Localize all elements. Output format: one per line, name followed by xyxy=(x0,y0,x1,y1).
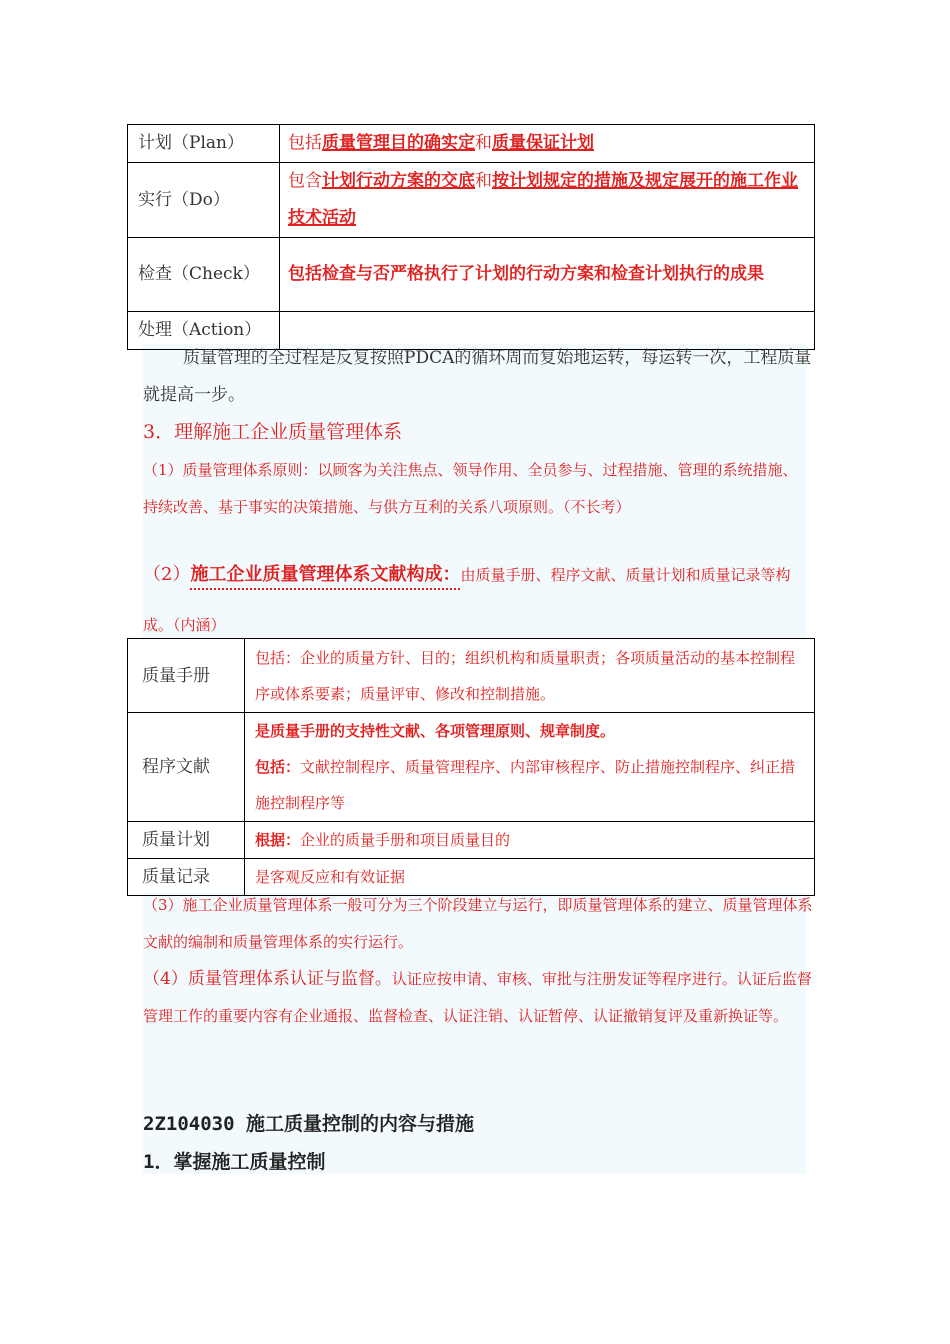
certification-heading: （4）质量管理体系认证与监督。 xyxy=(143,969,392,989)
table-row xyxy=(128,639,815,713)
table-row xyxy=(128,822,815,859)
pdca-text-part: 包括检查与否严格执行了计划的行动方案和检查计划执行的成果 xyxy=(288,264,764,284)
doc-label: 程序文献 xyxy=(128,713,245,822)
doc-structure-text xyxy=(143,550,809,650)
doc-label: 质量记录 xyxy=(128,859,245,896)
doc-content: 包括：企业的质量方针、目的；组织机构和质量职责；各项质量活动的基本控制程序或体系要素；质量评审、修改和控制措施。 xyxy=(245,639,815,713)
certification-body: 认证应按申请、审核、审批与注册发证等程序进行。认证后监督管理工作的重要内容有企业通报、监督检查、认证注销、认证暂停、认证撤销复评及重新换证等。 xyxy=(143,970,812,1025)
table-row xyxy=(128,163,815,238)
proc-line-2 xyxy=(255,749,804,821)
stages-text: （3）施工企业质量管理体系一般可分为三个阶段建立与运行，即质量管理体系的建立、质量管理体系文献的编制和质量管理体系的实行运行。 xyxy=(143,896,813,951)
pdca-table xyxy=(127,124,815,350)
doc-content xyxy=(245,713,815,822)
pdca-text-part: 按计划规定的措施及规定展开的施工作业技术活动 xyxy=(288,171,798,228)
doc-structure-heading: 施工企业质量管理体系文献构成： xyxy=(190,564,461,585)
doc-label: 质量手册 xyxy=(128,639,245,713)
pdca-content xyxy=(280,238,815,312)
pdca-text-part: 质量管理目的确实定 xyxy=(322,133,475,153)
proc-include-label: 包括： xyxy=(255,758,301,776)
doc-table xyxy=(127,638,815,896)
item-prefix: （2） xyxy=(143,564,191,585)
pdca-text-part: 和 xyxy=(475,133,492,153)
doc-structure-body: 由质量手册、程序文献、质量计划和质量记录等构成。（内涵） xyxy=(143,566,791,634)
doc-label: 质量计划 xyxy=(128,822,245,859)
pdca-label: 处理（Action） xyxy=(128,312,280,350)
doc-content: 是客观反应和有效证据 xyxy=(245,859,815,896)
plan-basis-label: 根据： xyxy=(255,831,301,849)
table-row xyxy=(128,713,815,822)
pdca-label: 实行（Do） xyxy=(128,163,280,238)
section-subtitle: 1．掌握施工质量控制 xyxy=(143,1151,326,1173)
pdca-text-part: 包含 xyxy=(288,171,322,191)
table-row xyxy=(128,238,815,312)
section-3-title: 3．理解施工企业质量管理体系 xyxy=(143,421,403,443)
section-code-title: 2Z104030 施工质量控制的内容与措施 xyxy=(143,1113,474,1135)
proc-line-1: 是质量手册的支持性文献、各项管理原则、规章制度。 xyxy=(255,722,616,740)
pdca-text-part: 包括 xyxy=(288,133,322,153)
pdca-content xyxy=(280,163,815,238)
pdca-note: 质量管理的全过程是反复按照PDCA的循环周而复始地运转，每运转一次，工程质量就提高一步。 xyxy=(143,348,812,405)
proc-include-text: 文献控制程序、质量管理程序、内部审核程序、防止措施控制程序、纠正措施控制程序等 xyxy=(255,758,796,812)
table-row xyxy=(128,125,815,163)
pdca-text-part: 计划行动方案的交底 xyxy=(322,171,475,191)
pdca-text-part: 质量保证计划 xyxy=(492,133,594,153)
certification-text xyxy=(143,961,823,1035)
pdca-label: 计划（Plan） xyxy=(128,125,280,163)
pdca-label: 检查（Check） xyxy=(128,238,280,312)
principles-text: （1）质量管理体系原则：以顾客为关注焦点、领导作用、全员参与、过程措施、管理的系统措施、持续改善、基于事实的决策措施、与供方互利的关系八项原则。（不长考） xyxy=(143,461,798,516)
pdca-text-part: 和 xyxy=(475,171,492,191)
pdca-content xyxy=(280,125,815,163)
plan-basis-text: 企业的质量手册和项目质量目的 xyxy=(300,831,511,849)
doc-content xyxy=(245,822,815,859)
